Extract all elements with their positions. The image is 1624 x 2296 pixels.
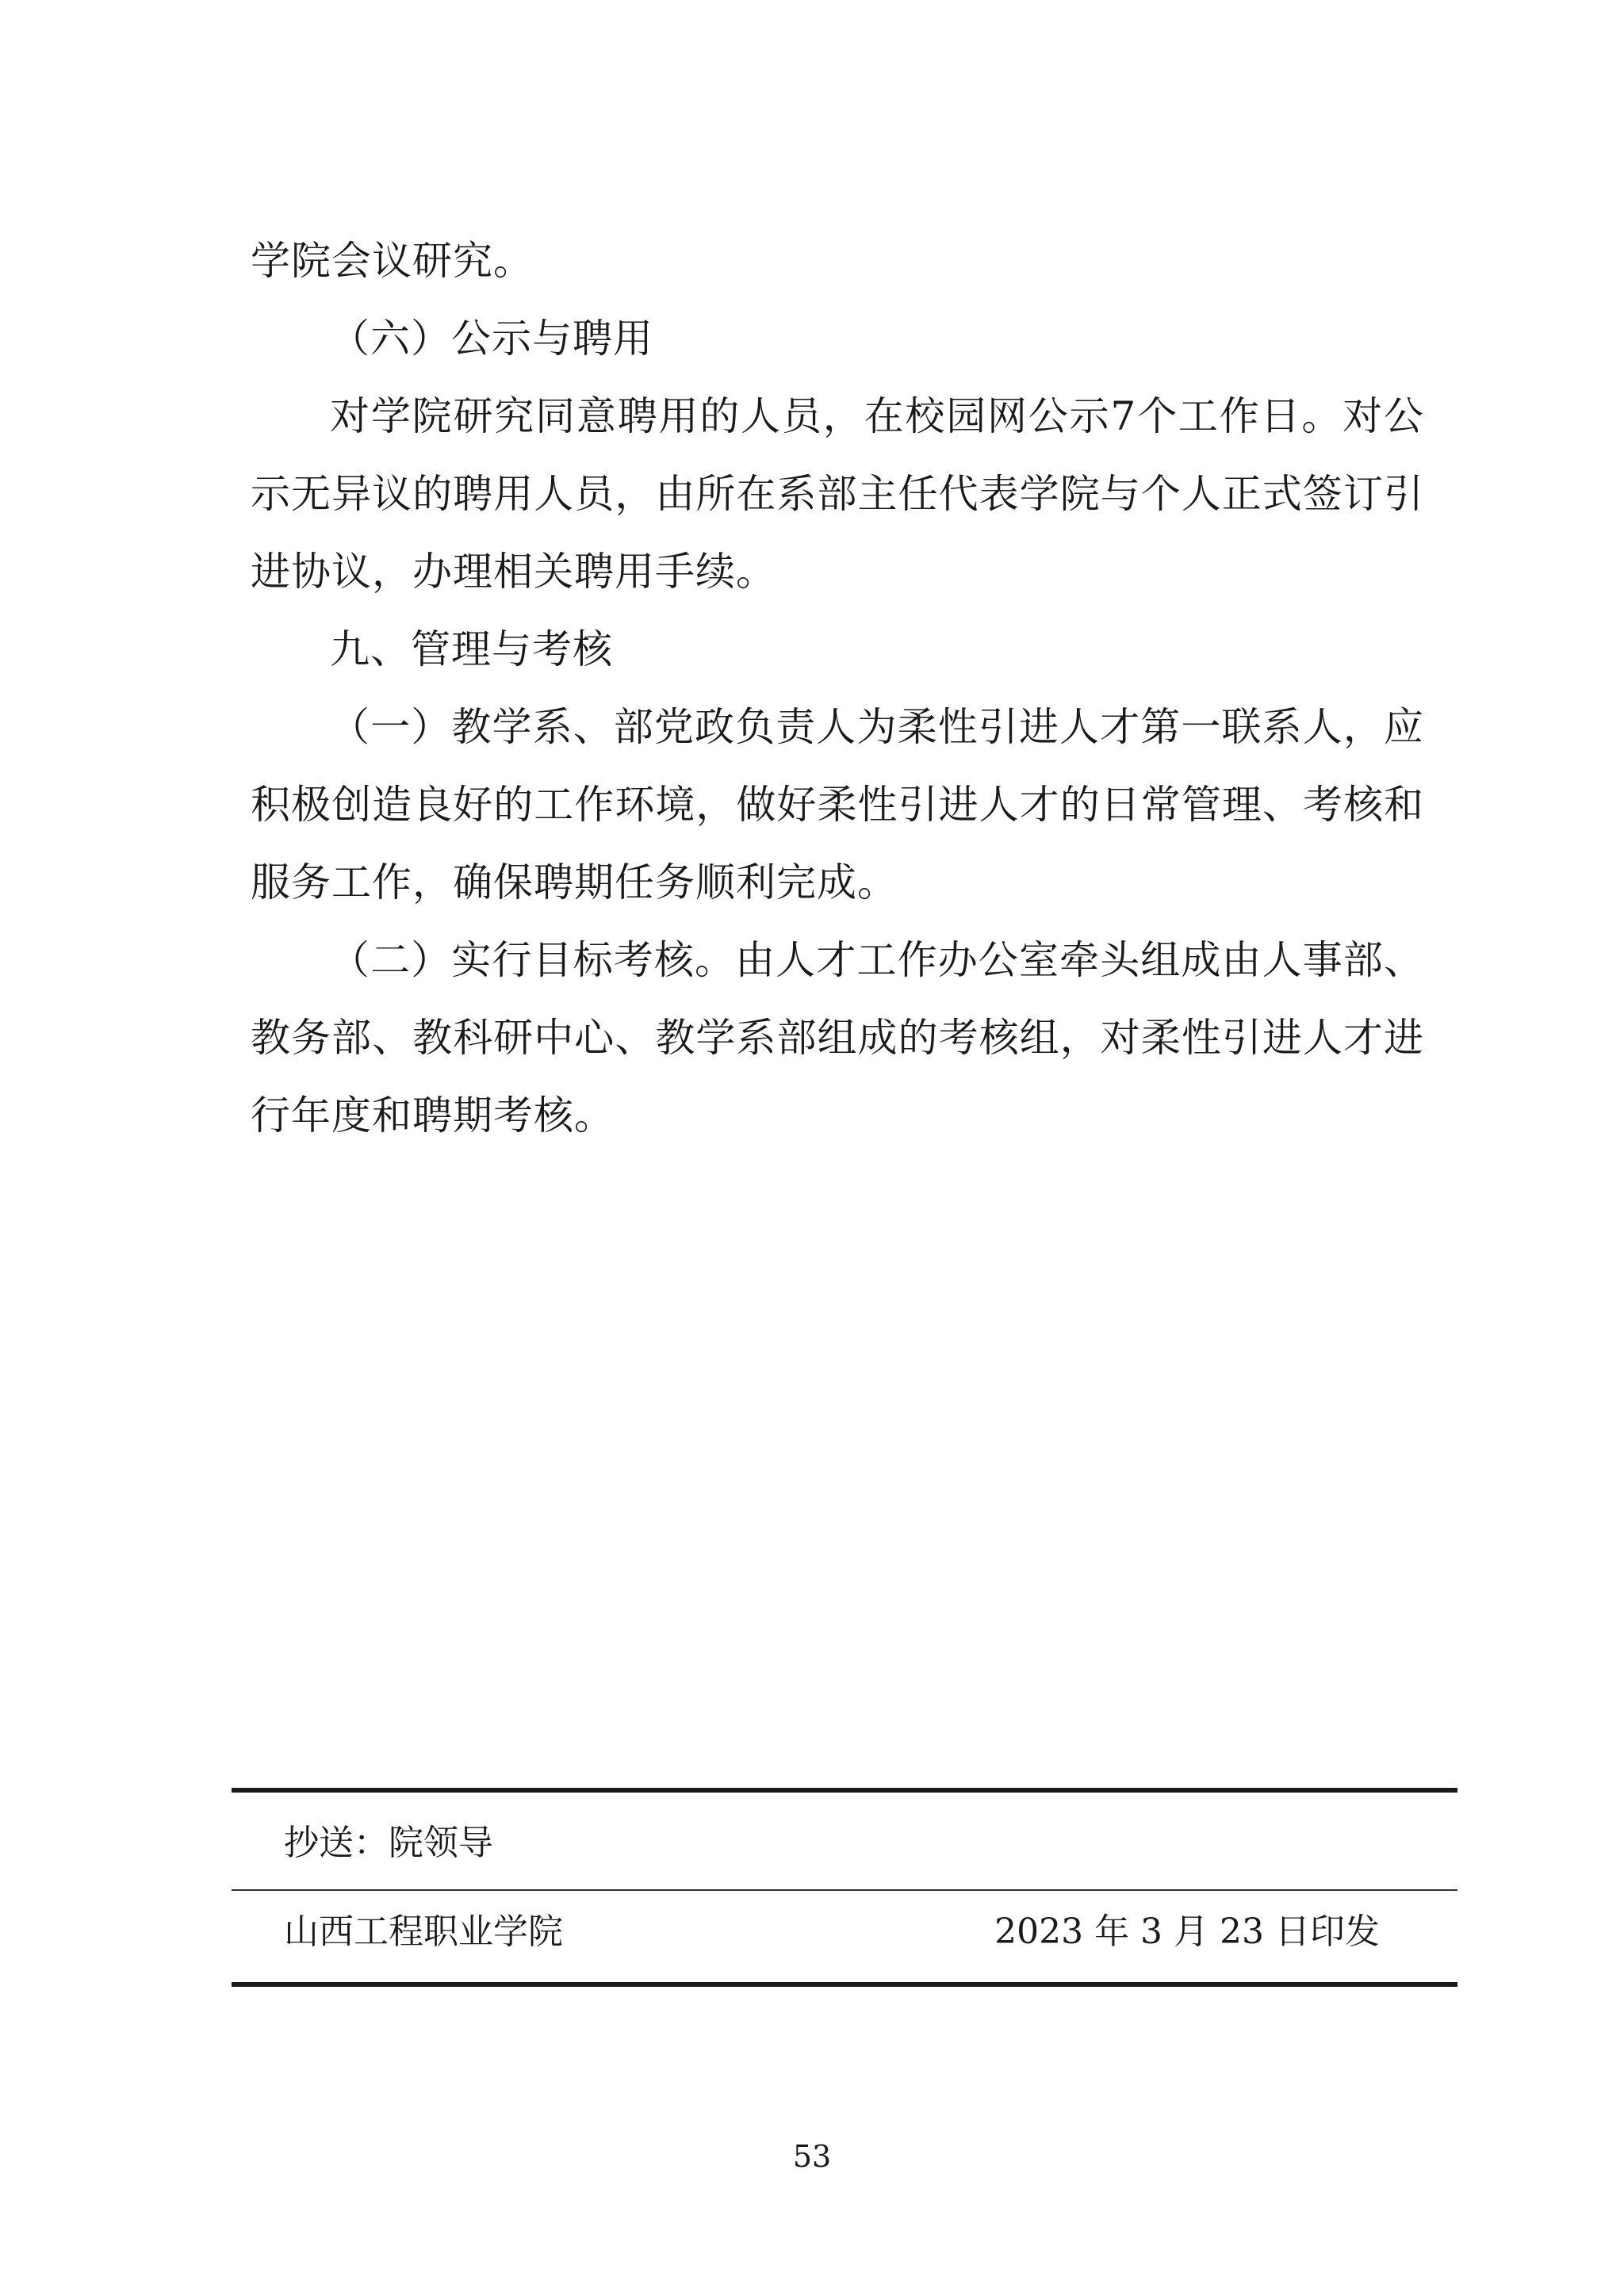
footer-bottom-rule (232, 1982, 1457, 1987)
document-body (251, 222, 1424, 1154)
paragraph-line: （一）教学系、部党政负责人为柔性引进人才第一联系人，应 (330, 704, 1424, 750)
paragraph-line: 积极创造良好的工作环境，做好柔性引进人才的日常管理、考核和 (251, 782, 1424, 828)
section-heading-management: 九、管理与考核 (330, 626, 613, 672)
issuing-organization: 山西工程职业学院 (284, 1911, 563, 1952)
paragraph-line: 示无异议的聘用人员，由所在系部主任代表学院与个人正式签订引 (251, 471, 1424, 517)
paragraph-line: 对学院研究同意聘用的人员，在校园网公示7个工作日。对公 (330, 393, 1424, 439)
issue-date: 2023 年 3 月 23 日印发 (994, 1911, 1380, 1952)
page-number: 53 (792, 2139, 832, 2174)
paragraph-line: 教务部、教科研中心、教学系部组成的考核组，对柔性引进人才进 (251, 1015, 1424, 1061)
footer-middle-rule (232, 1889, 1457, 1891)
footer-top-rule (232, 1788, 1457, 1793)
paragraph-line: 行年度和聘期考核。 (251, 1093, 615, 1138)
paragraph-line: 服务工作，确保聘期任务顺利完成。 (251, 859, 898, 905)
paragraph-line: （二）实行目标考核。由人才工作办公室牵头组成由人事部、 (330, 937, 1424, 983)
cc-recipients: 抄送：院领导 (284, 1823, 493, 1863)
document-footer (232, 1788, 1457, 1994)
paragraph-continuation: 学院会议研究。 (251, 238, 534, 284)
subsection-heading-publicity: （六）公示与聘用 (330, 316, 653, 362)
paragraph-line: 进协议，办理相关聘用手续。 (251, 549, 776, 595)
